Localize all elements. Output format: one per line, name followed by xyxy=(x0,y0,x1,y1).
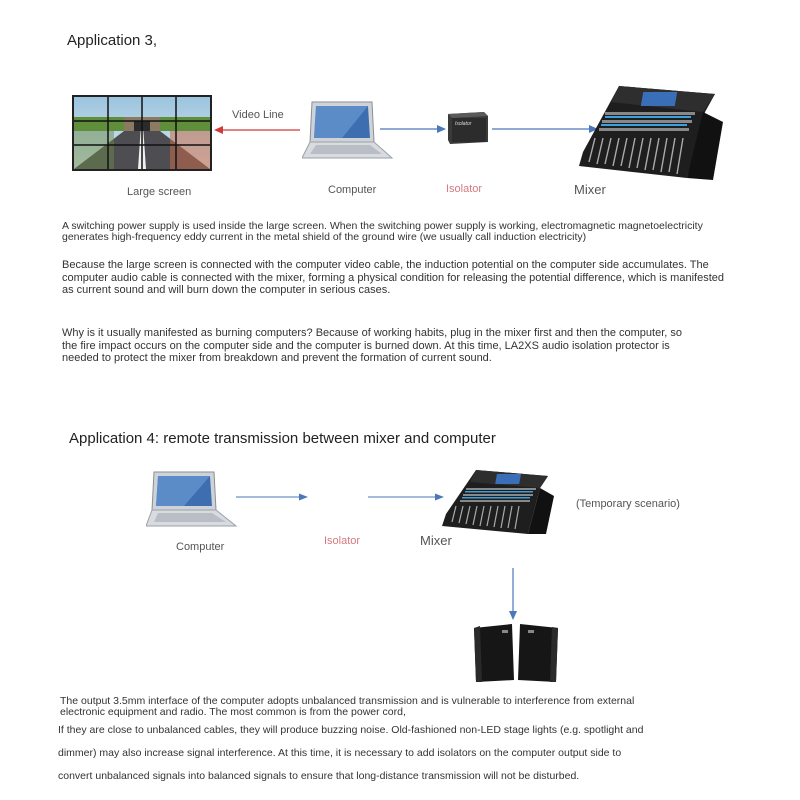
computer-label-2: Computer xyxy=(176,541,225,553)
mixer-label: Mixer xyxy=(574,182,606,197)
computer-to-isolator-arrow-2 xyxy=(236,492,308,502)
mixer-image-2 xyxy=(440,468,556,536)
computer-label: Computer xyxy=(328,184,377,196)
section3-paragraph-3: Why is it usually manifested as burning computers? Because of working habits, plug in the mixer first and then the computer, so the fire impact occurs on the computer side and the computer is burned down. At this time, LA2XS audio isolation protector is needed to protect the mixer from breakdown and prevent the formation of current sound. xyxy=(62,327,682,364)
mixer-to-speakers-arrow xyxy=(508,568,518,620)
speakers-image xyxy=(470,622,564,684)
section4-paragraph-2-line-3: convert unbalanced signals into balanced signals to ensure that long-distance transmission will not be disturbed. xyxy=(58,770,580,782)
temporary-scenario-label: (Temporary scenario) xyxy=(576,498,680,510)
isolator-label: Isolator xyxy=(446,183,483,195)
section4-paragraph-1 xyxy=(60,696,750,718)
large-screen-image xyxy=(72,95,212,171)
section3-paragraph-1: A switching power supply is used inside the large screen. When the switching power supply is working, electromagnetic magnetoelectricity generates high-frequency eddy current in the metal shield of the ground wire (we usually call induction electricity) xyxy=(62,220,703,243)
mixer-image xyxy=(575,82,725,182)
computer-to-isolator-arrow xyxy=(380,124,446,134)
section4-title: Application 4: remote transmission between mixer and computer xyxy=(69,430,496,447)
section3-title: Application 3, xyxy=(67,32,158,49)
section4-paragraph-2 xyxy=(58,719,758,788)
section4-paragraph-2-line-1: If they are close to unbalanced cables, they will produce buzzing noise. Old-fashioned non-LED stage lights (e.g. spotlight and xyxy=(58,724,644,736)
video-line-label: Video Line xyxy=(232,109,284,121)
isolator-device-text: Isolator xyxy=(455,121,472,127)
large-screen-label: Large screen xyxy=(127,186,192,198)
section4-paragraph-1-line-2: electronic equipment and radio. The most common is from the power cord, xyxy=(60,706,406,718)
isolator-to-mixer-arrow-2 xyxy=(368,492,444,502)
computer-image-2 xyxy=(146,470,238,530)
video-line-arrow xyxy=(214,125,300,135)
isolator-device-image xyxy=(446,110,490,146)
isolator-label-2: Isolator xyxy=(324,535,361,547)
section4-paragraph-1-line-1: The output 3.5mm interface of the computer adopts unbalanced transmission and is vulnerable to interference from external xyxy=(60,695,635,707)
section3-paragraph-2: Because the large screen is connected with the computer video cable, the induction potential on the computer side accumulates. The computer audio cable is connected with the mixer, forming a physical condition for releasing the potential difference, which is manifested as current sound and will burn down the computer in serious cases. xyxy=(62,259,724,296)
section4-paragraph-2-line-2: dimmer) may also increase signal interference. At this time, it is necessary to add isolators on the computer output side to xyxy=(58,747,622,759)
mixer-label-2: Mixer xyxy=(420,533,452,548)
